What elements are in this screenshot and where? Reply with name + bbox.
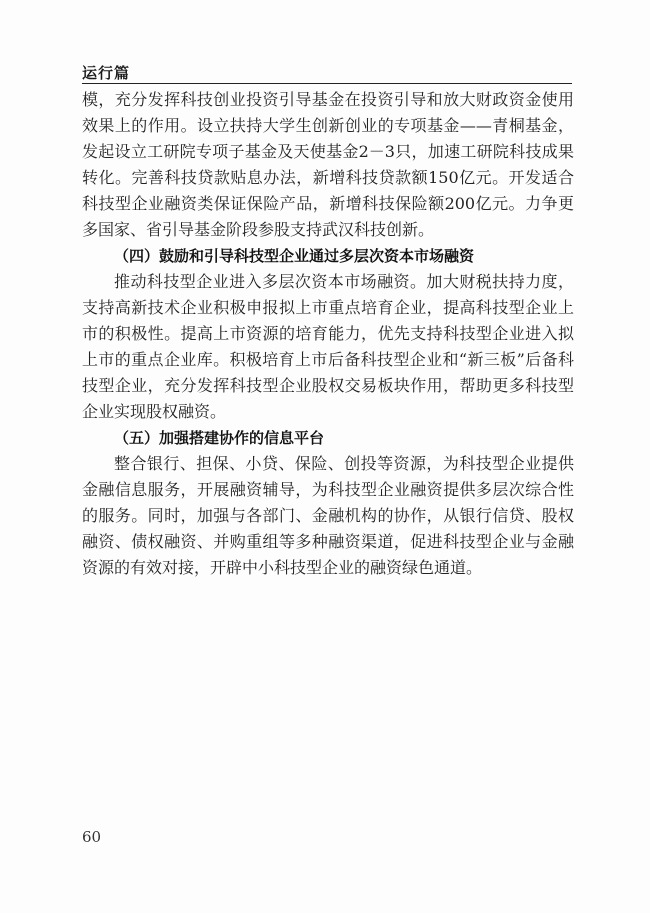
running-header-title: 运行篇 xyxy=(82,64,131,82)
section-heading-4: （四）鼓励和引导科技型企业通过多层次资本市场融资 xyxy=(114,247,475,265)
paragraph-section-5: 整合银行、担保、小贷、保险、创投等资源，为科技型企业提供金融信息服务，开展融资辅导，为科技型企业融资提供多层次综合性的服务。同时，加强与各部门、金融机构的协作，从银行信贷、股权融资、债权融资、并购重组等多种融资渠道，促进科技型企业与金融资源的有效对接，开辟中小科技型企业的融资绿色通道。 xyxy=(82,454,574,577)
paragraph-continued: 模，充分发挥科技创业投资引导基金在投资引导和放大财政资金使用效果上的作用。设立扶持大学生创新创业的专项基金——青桐基金，发起设立工研院专项子基金及天使基金2－3只，加速工研院科技成果转化。完善科技贷款贴息办法，新增科技贷款额150亿元。开发适合科技型企业融资类保证保险产品，新增科技保险额200亿元。力争更多国家、省引导基金阶段参股支持武汉科技创新。 xyxy=(82,90,574,239)
page-number: 60 xyxy=(82,828,102,846)
paragraph-section-4: 推动科技型企业进入多层次资本市场融资。加大财税扶持力度，支持高新技术企业积极申报拟上市重点培育企业，提高科技型企业上市的积极性。提高上市资源的培育能力，优先支持科技型企业进入拟上市的重点企业库。积极培育上市后备科技型企业和“新三板”后备科技型企业，充分发挥科技型企业股权交易板块作用，帮助更多科技型企业实现股权融资。 xyxy=(82,272,574,421)
header-divider xyxy=(82,83,572,84)
section-heading-5: （五）加强搭建协作的信息平台 xyxy=(114,429,325,447)
body-text xyxy=(82,87,574,581)
